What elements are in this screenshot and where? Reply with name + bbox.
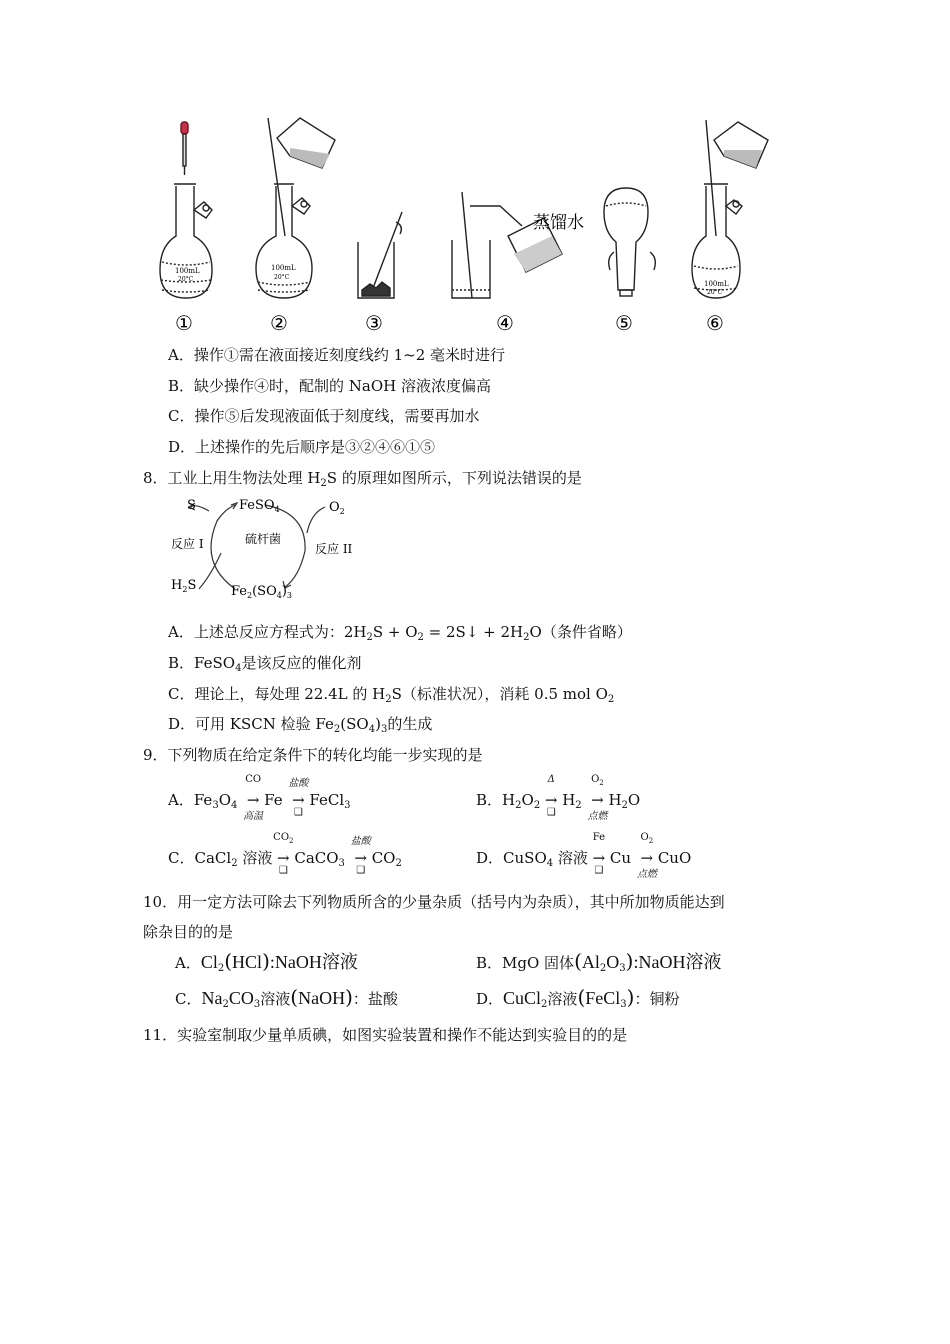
q9-option-c: C．CaCl$_2$ 溶液 $CO_2$ → ❑ CaCO$_3$ 盐酸 → ❑ $CO_2$ xyxy=(168,832,402,876)
q7-option-d: D．上述操作的先后顺序是③②④⑥①⑤ xyxy=(168,438,436,456)
q10-option-d: D．CuCl$_2$溶液(FeCl$_3$)：铜粉 xyxy=(476,985,680,1010)
step-label-2: ② xyxy=(270,311,288,335)
diagram-reaction-2: 反应 II xyxy=(315,542,353,556)
distilled-water-label: 蒸馏水 xyxy=(533,213,584,233)
q11-stem: 11．实验室制取少量单质碘，如图实验装置和操作不能达到实验目的的是 xyxy=(143,1026,628,1044)
volumetric-flask-procedure-figure xyxy=(150,115,790,340)
step-label-3: ③ xyxy=(365,311,383,335)
diagram-bacteria: 硫杆菌 xyxy=(245,532,282,546)
q9-option-a: A．$Fe_3O_4$ CO → 高温 Fe 盐酸 → ❑ FeCl$_3$ xyxy=(168,774,351,822)
beaker-4 xyxy=(452,192,562,298)
step-label-4: ④ xyxy=(496,311,514,335)
q7-option-b: B．缺少操作④时，配制的 NaOH 溶液浓度偏高 xyxy=(168,377,492,395)
q10-option-a: A．$Cl_2(HCl):NaOH$溶液 xyxy=(175,949,358,974)
beaker-3 xyxy=(358,212,402,298)
diagram-S: S xyxy=(187,498,196,513)
q8-stem: 8．工业上用生物法处理 $H_2S$ 的原理如图所示，下列说法错误的是 xyxy=(143,469,582,489)
step-label-1: ① xyxy=(175,311,193,335)
diagram-O2: $O_2$ xyxy=(329,500,345,516)
flask-6-temp: 20°C xyxy=(707,289,723,296)
diagram-FeSO4: FeSO$_4$ xyxy=(239,498,280,514)
flask-1-volume: 100mL xyxy=(175,267,200,275)
flask-1-temp: 20°C xyxy=(178,276,194,283)
q7-option-a: A．操作①需在液面接近刻度线约 1~2 毫米时进行 xyxy=(168,346,506,364)
diagram-reaction-1: 反应 I xyxy=(171,537,204,551)
q7-option-c: C．操作⑤后发现液面低于刻度线，需要再加水 xyxy=(168,407,480,425)
q8-option-a: A．上述总反应方程式为：$2H_2S + O_2$ = 2S↓ + $2H_2O$（条件省略） xyxy=(168,623,632,643)
flask-2-volume: 100mL xyxy=(271,264,296,272)
q8-cycle-diagram xyxy=(165,493,365,605)
flask-6-volume: 100mL xyxy=(704,280,729,288)
q9-stem: 9．下列物质在给定条件下的转化均能一步实现的是 xyxy=(143,746,483,764)
q9-option-d: D．CuSO$_4$ 溶液 Fe → ❑ Cu $O_2$ → 点燃 CuO xyxy=(476,832,692,880)
diagram-Fe2SO43: $Fe_2(SO_4)_3$ xyxy=(231,584,293,600)
flask-5 xyxy=(604,188,655,296)
q8-option-d: D．可用 KSCN 检验 $Fe_2(SO_4)_3$的生成 xyxy=(168,715,433,735)
step-label-5: ⑤ xyxy=(615,311,633,335)
q10-option-b: B．MgO 固体$(Al_2O_3):NaOH$溶液 xyxy=(476,949,722,974)
step-label-6: ⑥ xyxy=(706,311,724,335)
q9-option-b: B．$H_2O_2$ Δ → ❑ $H_2$ $O_2$ → 点燃 $H_2O$ xyxy=(476,774,641,822)
q8-option-c: C．理论上，每处理 22.4L 的 $H_2S$（标准状况），消耗 0.5 mol $O_2$ xyxy=(168,685,615,705)
flask-2-temp: 20°C xyxy=(274,274,290,281)
q10-option-c: C．$Na_2CO_3$溶液(NaOH)：盐酸 xyxy=(175,985,398,1010)
q10-stem-line-2: 除杂目的的是 xyxy=(143,923,234,941)
flask-6 xyxy=(692,120,768,298)
q10-stem-line-1: 10．用一定方法可除去下列物质所含的少量杂质（括号内为杂质），其中所加物质能达到 xyxy=(143,893,725,911)
diagram-H2S: $H_2S$ xyxy=(171,578,197,594)
q8-option-b: B．FeSO$_4$是该反应的催化剂 xyxy=(168,654,362,674)
